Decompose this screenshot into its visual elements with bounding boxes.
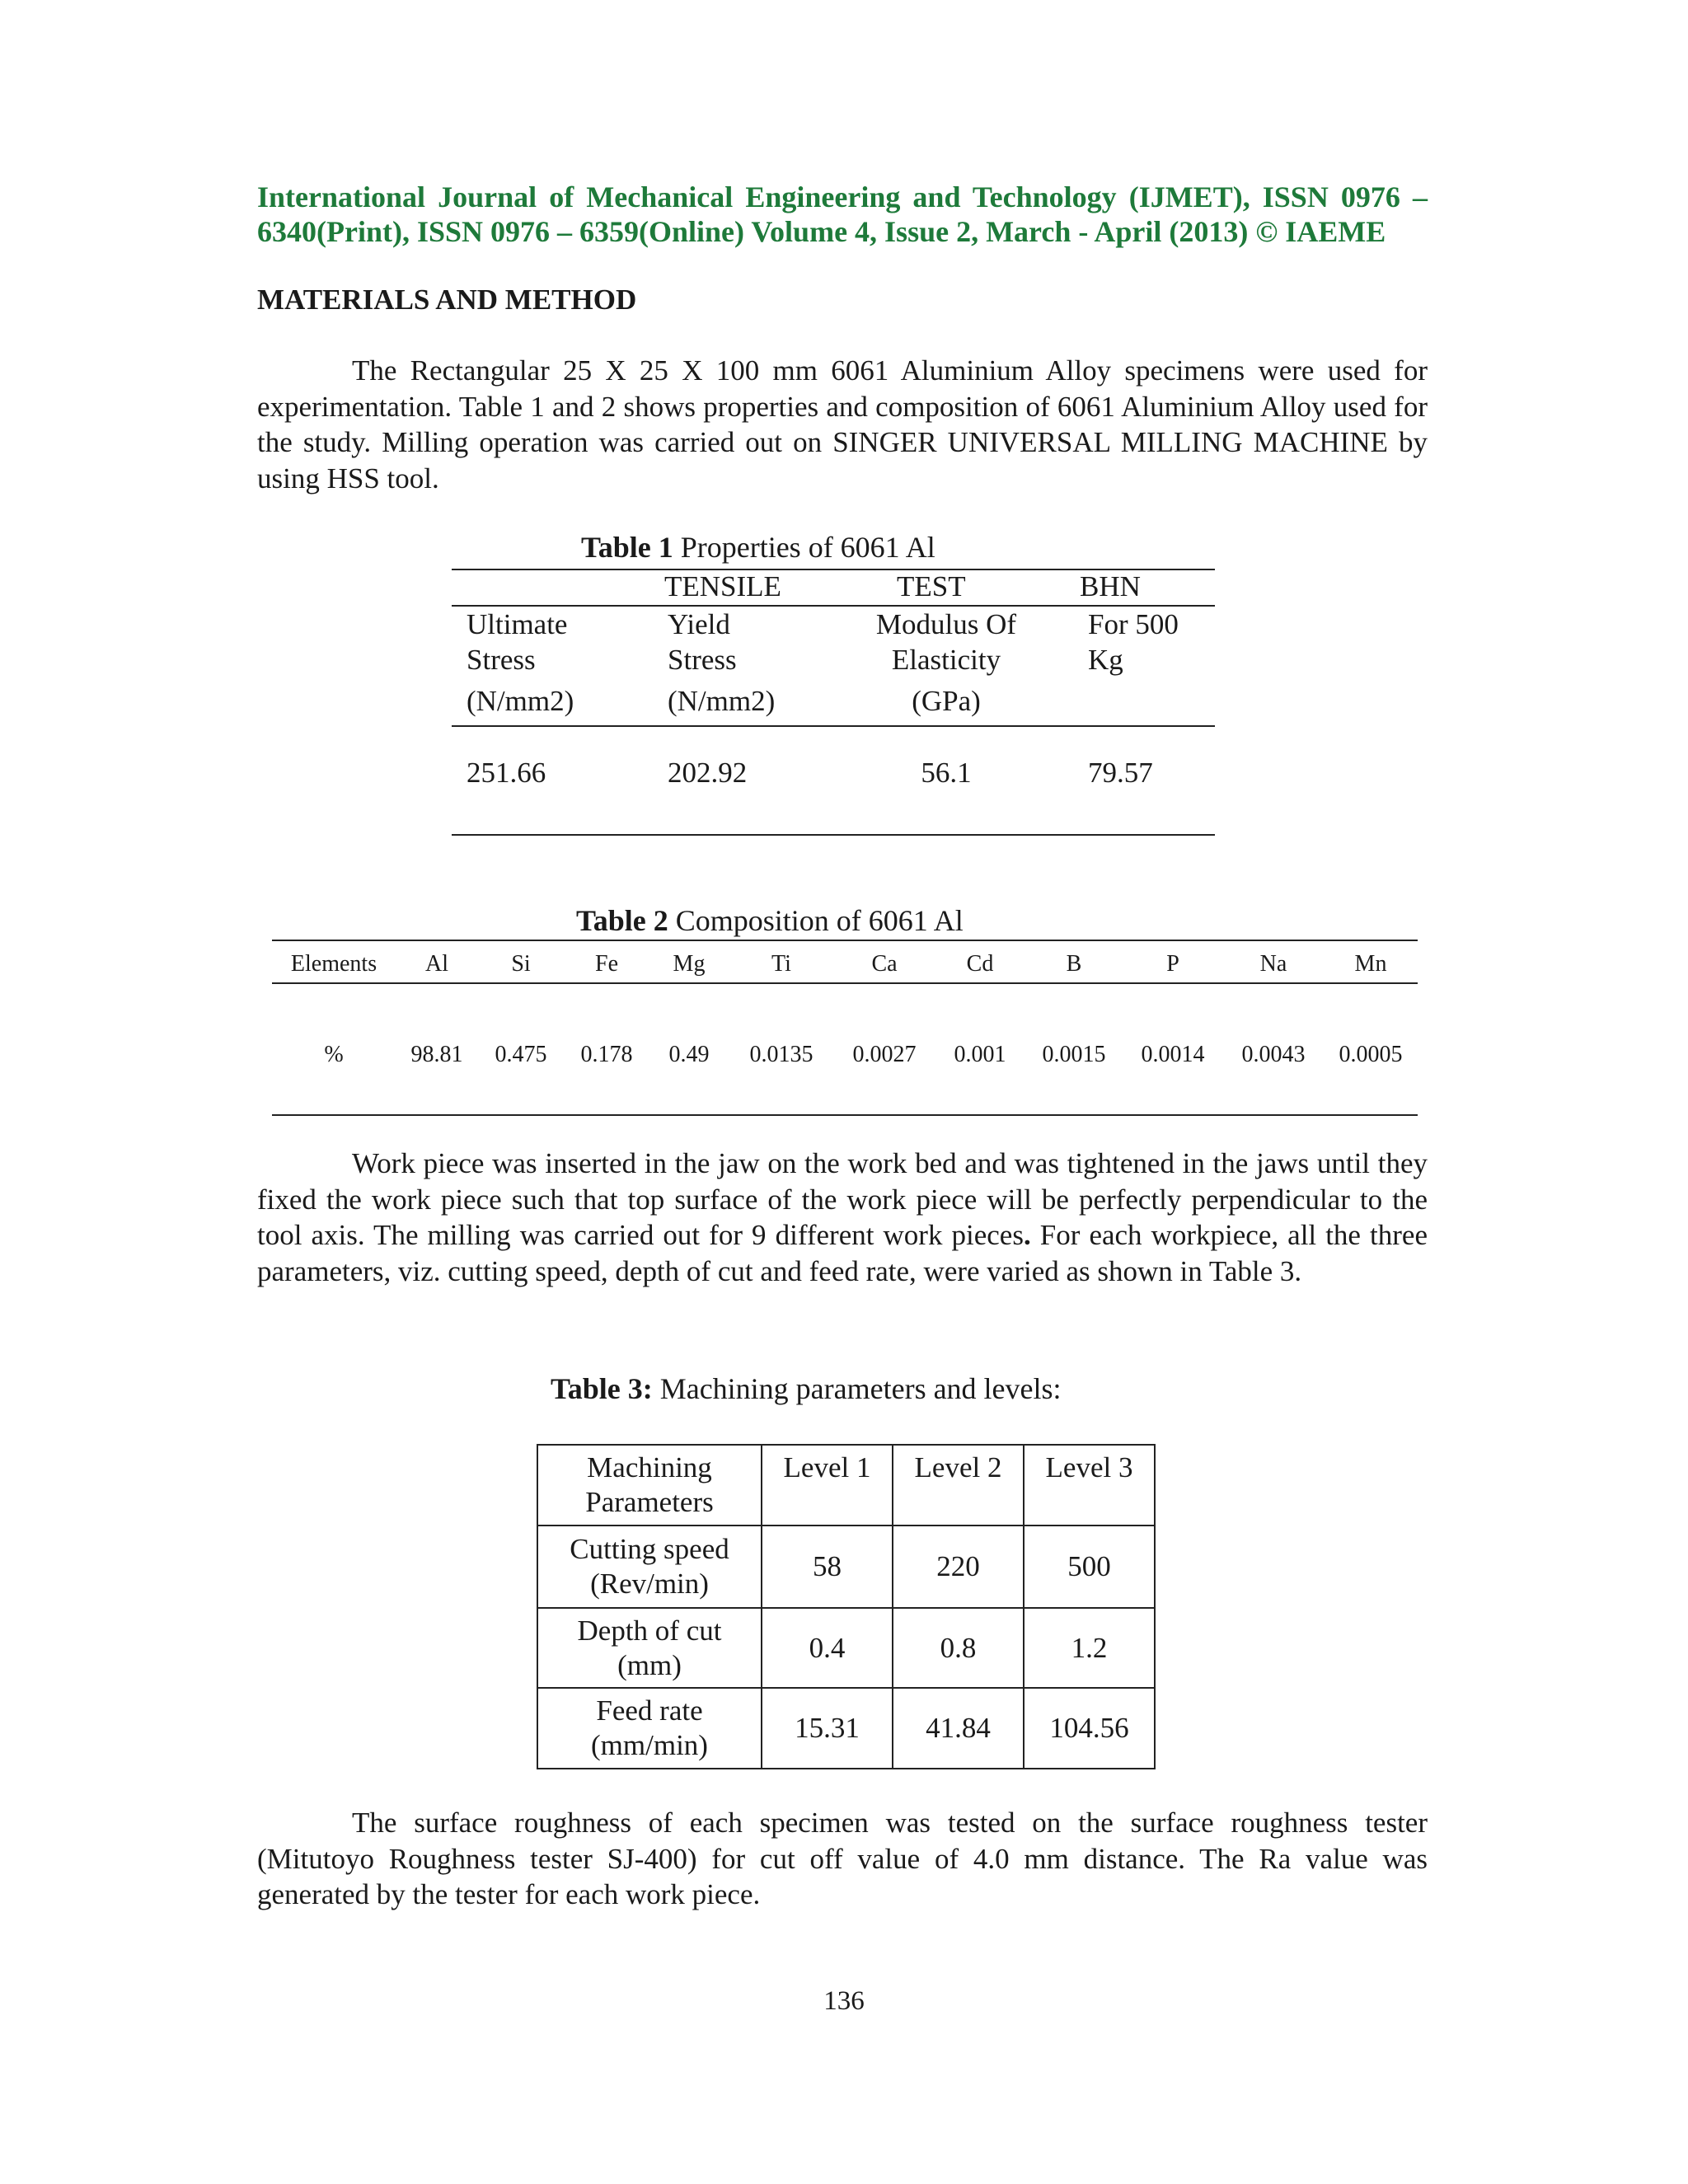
table3-param-line2: (mm/min) bbox=[591, 1729, 708, 1761]
table3-header-row bbox=[537, 1445, 1155, 1526]
table2-header-cell: Mn bbox=[1354, 951, 1387, 977]
table3-caption-text: Machining parameters and levels: bbox=[652, 1372, 1062, 1405]
table2-top-rule bbox=[272, 940, 1418, 941]
table1-col3-line1: Modulus Of bbox=[875, 608, 1017, 640]
table2-caption bbox=[576, 903, 964, 938]
table2-header-rule bbox=[272, 982, 1418, 984]
section-title: MATERIALS AND METHOD bbox=[257, 284, 637, 316]
table2-value-cell: 0.0027 bbox=[852, 1042, 917, 1067]
table3-param-line1: Depth of cut bbox=[577, 1614, 722, 1647]
table3-param-line2: (mm) bbox=[617, 1648, 682, 1681]
table3-row-cutting-speed bbox=[537, 1526, 1155, 1608]
table1-col2-unit: (N/mm2) bbox=[668, 685, 776, 717]
table3-row-depth-of-cut bbox=[537, 1608, 1155, 1688]
table1-col4-line1: For 500 bbox=[1088, 608, 1179, 640]
paragraph-roughness: The surface roughness of each specimen was tested on the surface roughness tester (Mitutoyo Roughness tester SJ-400) for cut off value of 4.0 mm distance. The Ra value was generated by the tester for each work piece. bbox=[257, 1807, 1428, 1910]
table3-value-cell: 1.2 bbox=[1024, 1608, 1155, 1688]
table2-value-cell: 0.0014 bbox=[1141, 1042, 1205, 1067]
table3-param-line2: (Rev/min) bbox=[590, 1568, 709, 1600]
table2-header-row bbox=[272, 951, 1418, 977]
table2-header-cell: Na bbox=[1259, 951, 1287, 977]
table2-value-cell: 98.81 bbox=[410, 1042, 463, 1067]
table3-value-cell: 58 bbox=[762, 1526, 893, 1608]
table3-machining-parameters bbox=[537, 1444, 1156, 1769]
table2-bottom-rule bbox=[272, 1114, 1418, 1116]
table3-value-cell: 500 bbox=[1024, 1526, 1155, 1608]
table2-value-cell: 0.0015 bbox=[1042, 1042, 1106, 1067]
table1-bottom-rule bbox=[452, 834, 1215, 836]
table3-header-level1: Level 1 bbox=[762, 1445, 893, 1526]
table1-col4-line2: Kg bbox=[1088, 644, 1123, 676]
page-number: 136 bbox=[823, 1986, 865, 2016]
table3-param-cell bbox=[537, 1526, 762, 1608]
table3-header-level3: Level 3 bbox=[1024, 1445, 1155, 1526]
table1-caption bbox=[581, 530, 935, 565]
table2-header-cell: Al bbox=[425, 951, 448, 977]
paragraph-procedure bbox=[257, 1146, 1428, 1289]
table3-value-cell: 220 bbox=[893, 1526, 1024, 1608]
table3-header-param-line2: Parameters bbox=[585, 1486, 714, 1518]
table1-col1-line1: Ultimate bbox=[467, 608, 568, 640]
table2-value-cell: % bbox=[324, 1042, 344, 1067]
table1-group-header-tensile: TENSILE bbox=[664, 570, 781, 602]
table2-header-cell: Si bbox=[511, 951, 531, 977]
table2-value-cell: 0.475 bbox=[495, 1042, 547, 1067]
table1-caption-label: Table 1 bbox=[581, 531, 673, 564]
table2-value-cell: 0.178 bbox=[580, 1042, 633, 1067]
table3-caption bbox=[551, 1371, 1062, 1406]
table2-value-cell: 0.0043 bbox=[1241, 1042, 1306, 1067]
table3-param-cell bbox=[537, 1688, 762, 1769]
paragraph-procedure-part1: Work piece was inserted in the jaw on the work bed and was tightened in the jaws until they fixed the work piece such that top surface of the work piece will be perfectly perpendicular to the tool axis. The milling was carried out for 9 different work pieces bbox=[257, 1147, 1428, 1251]
table3-value-cell: 104.56 bbox=[1024, 1688, 1155, 1769]
table2-caption-text: Composition of 6061 Al bbox=[668, 904, 964, 937]
table3-value-cell: 41.84 bbox=[893, 1688, 1024, 1769]
table2-value-cell: 0.0135 bbox=[749, 1042, 814, 1067]
table2-value-cell: 0.49 bbox=[668, 1042, 710, 1067]
table2-header-cell: Mg bbox=[673, 951, 706, 977]
table3-header-parameters bbox=[537, 1445, 762, 1526]
table1-value-bhn: 79.57 bbox=[1088, 757, 1153, 789]
table1-col3-line2: Elasticity bbox=[891, 644, 1001, 676]
table3-value-cell: 0.4 bbox=[762, 1608, 893, 1688]
table1-group-header-test: TEST bbox=[897, 570, 966, 602]
table3-row-feed-rate bbox=[537, 1688, 1155, 1769]
table2-header-cell: Elements bbox=[290, 951, 377, 977]
table3-caption-label: Table 3: bbox=[551, 1372, 653, 1405]
table2-header-cell: Cd bbox=[966, 951, 994, 977]
table3-header-param-line1: Machining bbox=[587, 1451, 712, 1483]
table2-value-cell: 0.0005 bbox=[1339, 1042, 1403, 1067]
table3-param-line1: Feed rate bbox=[596, 1694, 703, 1727]
paragraph-procedure-part2: For each workpiece, all the three parameters, viz. cutting speed, depth of cut and feed rate, were varied as shown in Table 3. bbox=[257, 1219, 1428, 1287]
table2-header-cell: Fe bbox=[595, 951, 618, 977]
table1-col3-unit: (GPa) bbox=[912, 685, 981, 717]
table2-value-row bbox=[272, 1042, 1418, 1068]
journal-header: International Journal of Mechanical Engineering and Technology (IJMET), ISSN 0976 – 6340(Print), ISSN 0976 – 6359(Online) Volume 4, Issue 2, March - April (2013) © IAEME bbox=[257, 180, 1428, 248]
table3-value-cell: 15.31 bbox=[762, 1688, 893, 1769]
table1-col2-line1: Yield bbox=[668, 608, 730, 640]
table1-value-yield: 202.92 bbox=[668, 757, 748, 789]
table1-col2-line2: Stress bbox=[668, 644, 737, 676]
table3-header-level2: Level 2 bbox=[893, 1445, 1024, 1526]
table1-units-rule bbox=[452, 725, 1215, 727]
table1-value-modulus: 56.1 bbox=[921, 757, 972, 789]
table2-header-cell: B bbox=[1066, 951, 1082, 977]
table3-param-line1: Cutting speed bbox=[570, 1533, 729, 1565]
table2-header-cell: P bbox=[1166, 951, 1179, 977]
table1-col1-unit: (N/mm2) bbox=[467, 685, 574, 717]
table2-caption-label: Table 2 bbox=[576, 904, 668, 937]
table3-param-cell bbox=[537, 1608, 762, 1688]
table1-caption-text: Properties of 6061 Al bbox=[673, 531, 935, 564]
table1-col1-line2: Stress bbox=[467, 644, 536, 676]
table1-group-header-bhn: BHN bbox=[1080, 570, 1141, 602]
table1-value-ultimate: 251.66 bbox=[467, 757, 546, 789]
table2-header-cell: Ti bbox=[771, 951, 791, 977]
paragraph-procedure-bold-period: . bbox=[1023, 1219, 1031, 1251]
table3-value-cell: 0.8 bbox=[893, 1608, 1024, 1688]
table2-header-cell: Ca bbox=[871, 951, 898, 977]
paragraph-intro: The Rectangular 25 X 25 X 100 mm 6061 Aluminium Alloy specimens were used for experimentation. Table 1 and 2 shows properties and composition of 6061 Aluminium Alloy used for the study. Milling operation was carried out on SINGER UNIVERSAL MILLING MACHINE by using HSS tool. bbox=[257, 354, 1428, 494]
table2-value-cell: 0.001 bbox=[954, 1042, 1006, 1067]
